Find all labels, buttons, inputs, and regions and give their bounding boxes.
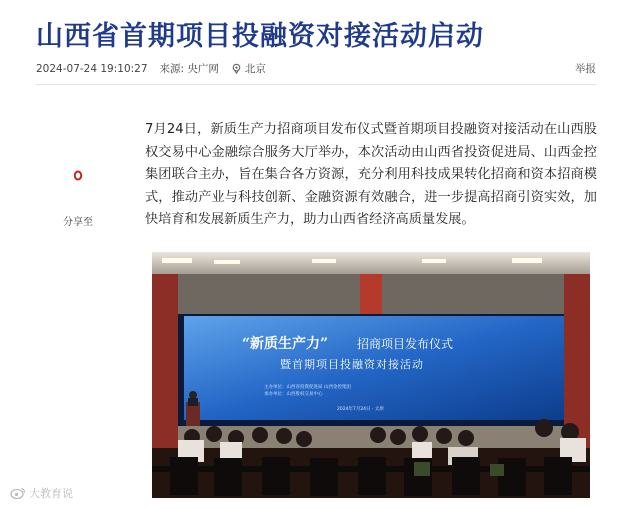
article-meta xyxy=(36,61,266,76)
share-label: 分享至 xyxy=(63,217,93,228)
screen-organizers: 主办单位：山西省投资促进局 山西金控集团 xyxy=(264,385,351,390)
divider xyxy=(36,84,596,85)
publish-datetime: 2024-07-24 19:10:27 xyxy=(36,62,148,75)
report-link[interactable]: 举报 xyxy=(575,63,596,75)
article-body: 7月24日，新质生产力招商项目发布仪式暨首期项目投融资对接活动在山西股权交易中心金融综合服务大厅举办，本次活动由山西省投资促进局、山西金控集团联合主办，旨在集合各方资源，充分利用科技成果转化招商和资本招商模式，推动产业与科技创新、金融资源有效融合，进一步提高招商引资实效，加快培育和发展新质生产力，助力山西省经济高质量发展。 xyxy=(145,122,597,228)
watermark-logo-icon xyxy=(10,487,26,499)
screen-date: 2024年7月24日 · 太原 xyxy=(337,407,384,412)
location: 北京 xyxy=(244,63,266,75)
weibo-share-icon[interactable] xyxy=(71,168,85,182)
location-pin-icon xyxy=(231,63,242,74)
event-photo-illustration xyxy=(152,252,590,498)
screen-title-rest: 招商项目发布仪式 xyxy=(357,337,454,351)
watermark xyxy=(10,485,73,501)
article-title: 山西省首期项目投融资对接活动启动 xyxy=(36,21,484,52)
source: 来源: 央广网 xyxy=(159,63,219,75)
screen-subtitle: 暨首期项目投融资对接活动 xyxy=(280,358,424,371)
screen-host: 承办单位：山西股权交易中心 xyxy=(264,392,323,397)
screen-title-quoted: “新质生产力” xyxy=(242,336,329,352)
watermark-text: 大教育说 xyxy=(29,487,73,500)
event-photo xyxy=(152,252,590,498)
